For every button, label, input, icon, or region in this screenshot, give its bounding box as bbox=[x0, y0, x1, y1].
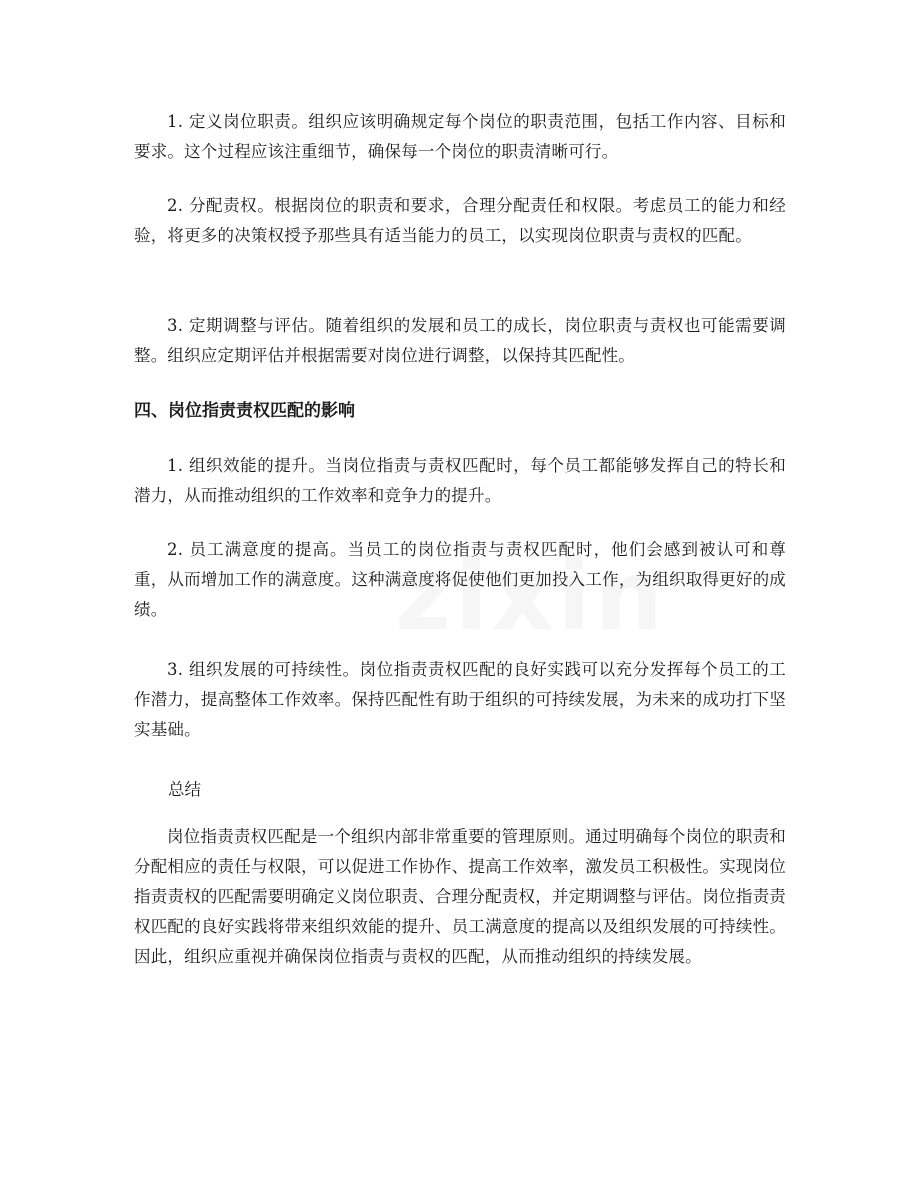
section3-item-2: 2. 分配责权。根据岗位的职责和要求，合理分配责任和权限。考虑员工的能力和经验，将更多的决策权授予那些具有适当能力的员工，以实现岗位职责与责权的匹配。 bbox=[134, 196, 786, 245]
section3-item-1: 1. 定义岗位职责。组织应该明确规定每个岗位的职责范围，包括工作内容、目标和要求。这个过程应该注重细节，确保每一个岗位的职责清晰可行。 bbox=[134, 112, 786, 161]
summary-text: 岗位指责责权匹配是一个组织内部非常重要的管理原则。通过明确每个岗位的职责和分配相应的责任与权限，可以促进工作协作、提高工作效率，激发员工积极性。实现岗位指责责权的匹配需要明确定义岗位职责、合理分配责权，并定期调整与评估。岗位指责责权匹配的良好实践将带来组织效能的提升、员工满意度的提高以及组织发展的可持续性。因此，组织应重视并确保岗位指责与责权的匹配，从而推动组织的持续发展。 bbox=[134, 827, 786, 966]
section4-heading: 四、岗位指责责权匹配的影响 bbox=[134, 401, 355, 421]
section4-item-3: 3. 组织发展的可持续性。岗位指责责权匹配的良好实践可以充分发挥每个员工的工作潜力，提高整体工作效率。保持匹配性有助于组织的可持续发展，为未来的成功打下坚实基础。 bbox=[134, 660, 786, 739]
summary-label: 总结 bbox=[168, 780, 201, 799]
section4-item-2: 2. 员工满意度的提高。当员工的岗位指责与责权匹配时，他们会感到被认可和尊重，从而增加工作的满意度。这种满意度将促使他们更加投入工作，为组织取得更好的成绩。 bbox=[134, 540, 786, 619]
section3-item-3: 3. 定期调整与评估。随着组织的发展和员工的成长，岗位职责与责权也可能需要调整。组织应定期评估并根据需要对岗位进行调整，以保持其匹配性。 bbox=[134, 316, 786, 365]
section4-item-1: 1. 组织效能的提升。当岗位指责与责权匹配时，每个员工都能够发挥自己的特长和潜力，从而推动组织的工作效率和竞争力的提升。 bbox=[134, 456, 786, 505]
